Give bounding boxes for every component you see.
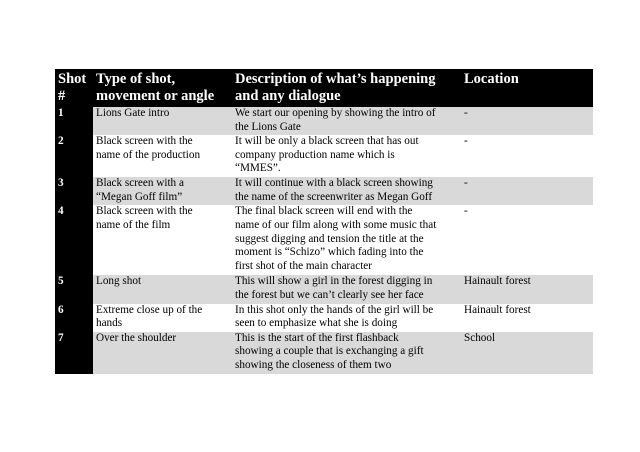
shot-description-cell: This will show a girl in the forest digging in the forest but we can’t clearly see her face (232, 275, 461, 303)
table-body (55, 107, 593, 374)
table-row (55, 177, 593, 205)
header-description: Description of what’s happening and any dialogue (232, 69, 461, 107)
shot-number-cell: 3 (55, 177, 93, 205)
shot-type-cell: Long shot (93, 275, 232, 303)
shot-description-cell: In this shot only the hands of the girl will be seen to emphasize what she is doing (232, 304, 461, 332)
table-row (55, 205, 593, 275)
table-row (55, 107, 593, 135)
shot-list-table (55, 69, 593, 374)
shot-location-cell: - (461, 107, 593, 135)
shot-description-cell: It will continue with a black screen showing the name of the screenwriter as Megan Goff (232, 177, 461, 205)
shot-location-cell: Hainault forest (461, 304, 593, 332)
shot-description-cell: This is the start of the first flashback showing a couple that is exchanging a gift showing the closeness of them two (232, 332, 461, 374)
shot-type-cell: Black screen with the name of the film (93, 205, 232, 275)
shot-type-cell: Extreme close up of the hands (93, 304, 232, 332)
shot-location-cell: - (461, 205, 593, 275)
header-row (55, 69, 593, 107)
table-header (55, 69, 593, 107)
shot-number-cell: 7 (55, 332, 93, 374)
shot-location-cell: - (461, 135, 593, 177)
shot-type-cell: Black screen with the name of the production (93, 135, 232, 177)
shot-description-cell: It will be only a black screen that has out company production name which is “MMES”. (232, 135, 461, 177)
shot-location-cell: - (461, 177, 593, 205)
shot-type-cell: Over the shoulder (93, 332, 232, 374)
shot-location-cell: Hainault forest (461, 275, 593, 303)
table-row (55, 304, 593, 332)
header-location: Location (461, 69, 593, 107)
shot-type-cell: Lions Gate intro (93, 107, 232, 135)
shot-description-cell: We start our opening by showing the intro of the Lions Gate (232, 107, 461, 135)
shot-type-cell: Black screen with a “Megan Goff film” (93, 177, 232, 205)
shot-number-cell: 1 (55, 107, 93, 135)
shot-number-cell: 2 (55, 135, 93, 177)
shot-number-cell: 6 (55, 304, 93, 332)
table-row (55, 135, 593, 177)
header-type-of-shot: Type of shot, movement or angle (93, 69, 232, 107)
table-row (55, 332, 593, 374)
table-row (55, 275, 593, 303)
shot-number-cell: 5 (55, 275, 93, 303)
shot-number-cell: 4 (55, 205, 93, 275)
shot-location-cell: School (461, 332, 593, 374)
header-shot-number: Shot # (55, 69, 93, 107)
shot-description-cell: The final black screen will end with the name of our film along with some music that suggest digging and tension the title at the moment is “Schizo” which fading into the first shot of the main character (232, 205, 461, 275)
